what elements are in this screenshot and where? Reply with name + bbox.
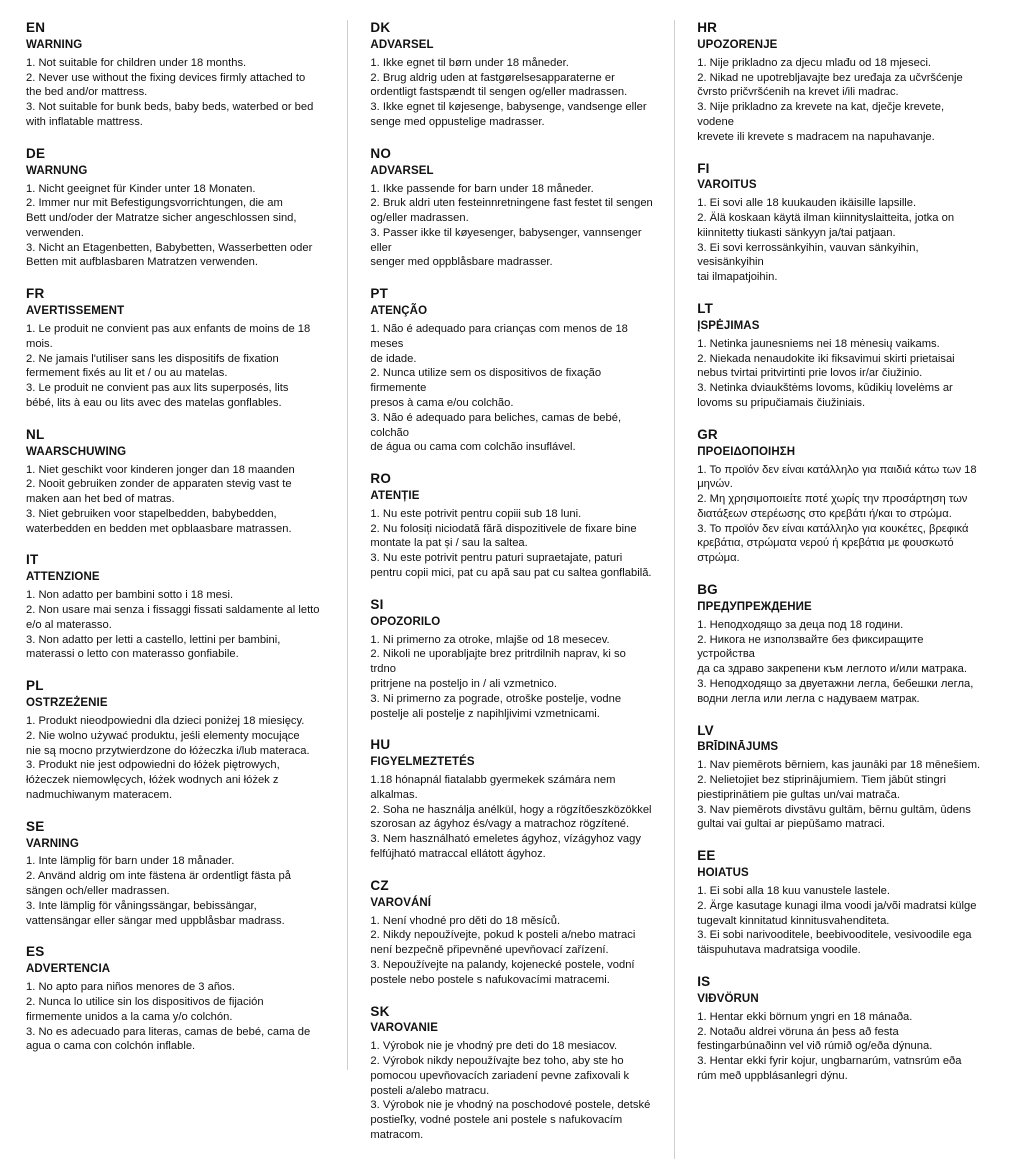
warning-text [697,56,982,145]
warning-heading: ATENÇÃO [370,305,428,318]
warning-line: verwenden. [26,226,84,239]
warning-line: 2. Ne jamais l'utiliser sans les dispositifs de fixation [26,352,279,365]
language-code: DK [370,20,391,35]
warning-line: maken aan het bed of matras. [26,493,175,506]
warning-text [370,773,654,862]
warning-block-ro [370,471,654,581]
language-code: DE [26,145,46,161]
warning-heading: AVERTISSEMENT [26,305,125,318]
language-column-1 [22,20,348,1070]
warning-block-pt [370,286,654,455]
warning-text [697,196,982,285]
warning-line: 2. Notaðu aldrei vöruna án þess að festa [697,1025,899,1038]
warning-line: 1. Produkt nieodpowiedni dla dzieci poniżej 18 miesięcy. [26,714,305,727]
language-code: BG [697,582,718,597]
language-code: SI [370,596,384,612]
warning-line: with inflatable mattress. [26,115,143,128]
warning-line: 3. Passer ikke til køyesenger, babysenger, vannsenger eller [370,226,642,254]
warning-line: 3. Le produit ne convient pas aux lits superposés, lits [26,382,289,395]
warning-line: 2. Nikad ne upotrebljavajte bez uređaja za učvršćenje [697,71,963,84]
language-code: HR [697,20,718,35]
warning-heading: ĮSPĖJIMAS [697,319,760,332]
warning-line: 2. Nelietojiet bez stiprinājumiem. Tiem jābūt stingri [697,774,946,787]
warning-line: 1. Nav piemērots bērniem, kas jaunāki par 18 mēnešiem. [697,759,981,772]
warning-block-hr [697,20,982,145]
warning-line: διατάξεων στερέωσης στο κρεβάτι ή/και το στρώμα. [697,507,952,520]
warning-text [370,182,654,271]
warning-heading: OSTRZEŻENIE [26,697,108,710]
warning-line: 3. Výrobok nie je vhodný na poschodové postele, detské [370,1099,651,1112]
warning-text [370,1039,654,1142]
warning-heading: UPOZORENJE [697,38,778,51]
warning-line: tugevalt kinnitatud kinnitusvahenditeta. [697,914,890,927]
warning-line: felfújható matraccal ellátott ágyhoz. [370,848,546,860]
warning-text [26,854,327,928]
warning-block-en [26,20,327,130]
warning-line: 1. Inte lämplig för barn under 18 månader. [26,855,235,868]
warning-line: täispuhutava madratsiga voodile. [697,944,861,957]
language-code: ES [26,944,45,960]
language-code: IS [697,973,711,989]
warning-block-no [370,146,654,271]
warning-line: senge med oppustelige madrasser. [370,115,545,128]
warning-line: 2. Nu folosiți niciodată fără dispozitivele de fixare bine [370,522,637,535]
warning-line: og/eller madrassen. [370,212,469,225]
warning-text [370,507,654,581]
warning-line: 1. Το προϊόν δεν είναι κατάλληλο για παιδιά κάτω των 18 [697,463,977,476]
warning-heading: ΠΡΟΕΙΔΟΠΟΙΗΣΗ [697,445,796,458]
warning-line: nadmuchiwanym materacem. [26,788,173,801]
warning-line: 3. Not suitable for bunk beds, baby beds, waterbed or bed [26,101,314,114]
warning-line: 2. Nunca utilize sem os dispositivos de fixação firmemente [370,367,602,395]
warning-line: 1. Le produit ne convient pas aux enfants de moins de 18 [26,323,311,336]
language-code: FR [26,286,45,302]
warning-line: 3. Ikke egnet til køjesenge, babysenge, vandsenge eller [370,101,647,114]
language-code: EN [26,20,46,35]
warning-heading: ПРЕДУПРЕЖДЕНИЕ [697,600,812,613]
warning-line: krevete ili krevete s madracem na napuhavanje. [697,130,935,143]
language-code: CZ [370,877,389,893]
warning-line: 3. Ei sobi narivooditele, beebivooditele, vesivoodile ega [697,929,972,942]
warning-line: čvrsto pričvršćenih na krevet i/ili madrac. [697,86,899,99]
warning-block-it [26,552,327,662]
warning-line: 1.18 hónapnál fiatalabb gyermekek számára nem [370,774,616,787]
warning-text [697,337,982,411]
language-code: NO [370,145,392,161]
warning-text [697,1010,982,1084]
warning-heading: ATENȚIE [370,489,420,502]
language-code: NL [26,426,45,442]
warning-line: nie są mocno przytwierdzone do łóżeczka i/lub materaca. [26,744,310,757]
warning-heading: ATTENZIONE [26,571,100,584]
warning-text [26,182,327,271]
warning-line: nebus tvirtai pritvirtinti prie lovos ir/ar čiužinio. [697,367,923,380]
warning-line: fermement fixés au lit et / ou au matelas. [26,367,228,380]
warning-heading: FIGYELMEZTETÉS [370,756,475,769]
warning-line: 1. Hentar ekki börnum yngri en 18 mánaða. [697,1010,913,1023]
warning-line: pomocou upevňovacích zariadení pevne zafixovali k [370,1069,630,1082]
warning-line: 1. Não é adequado para crianças com menos de 18 meses [370,323,628,350]
warning-line: 3. Hentar ekki fyrir kojur, ungbarnarúm, vatnsrúm eða [697,1055,962,1068]
warning-line: festingarbúnaðinn vel við rúmið og/eða dýnuna. [697,1040,933,1053]
warning-line: e/o al materasso. [26,618,112,631]
warning-block-de [26,146,327,271]
warning-heading: VAROVANIE [370,1022,438,1035]
warning-heading: BRĪDINĀJUMS [697,741,779,754]
warning-line: 1. Неподходящо за деца под 18 години. [697,618,904,631]
warning-text [26,714,327,803]
warning-line: 2. Non usare mai senza i fissaggi fissati saldamente al letto [26,604,320,617]
warning-line: Bett und/oder der Matratze sicher angeschlossen sind, [26,212,297,225]
language-code: HU [370,737,391,753]
warning-line: 3. No es adecuado para literas, camas de bebé, cama de [26,1025,311,1038]
warning-heading: ADVARSEL [370,164,434,177]
warning-line: водни легла или легла с надуваем матрак. [697,692,920,705]
warning-block-sk [370,1004,654,1143]
language-code: SE [26,818,45,834]
language-code: GR [697,426,718,442]
warning-line: the bed and/or mattress. [26,86,148,99]
warning-line: 2. Nie wolno używać produktu, jeśli elementy mocujące [26,729,300,742]
warning-line: 1. Nu este potrivit pentru copiii sub 18 luni. [370,507,582,520]
warning-block-lv [697,723,982,833]
warning-line: pentru copii mici, pat cu apă sau pat cu saltea gonflabilă. [370,567,652,579]
warning-text [26,322,327,411]
language-code: RO [370,471,392,487]
warning-heading: WAARSCHUWING [26,445,127,458]
warning-line: 3. Неподходящо за двуетажни легла, бебешки легла, [697,677,974,690]
warning-line: montate la pat și / sau la saltea. [370,537,528,550]
warning-text [697,758,982,832]
language-code: LV [697,722,714,738]
warning-text [370,322,654,455]
language-column-3 [675,20,1002,1100]
warning-line: postele nebo postele s nafukovacími matracemi. [370,973,610,986]
warning-line: 1. Není vhodné pro děti do 18 měsíců. [370,914,561,927]
warning-block-is [697,974,982,1084]
warning-line: matracom. [370,1129,424,1141]
warning-line: tai ilmapatjoihin. [697,271,778,284]
language-code: FI [697,160,710,176]
warning-line: 2. Никога не използвайте без фиксиращите устройства [697,633,924,661]
warning-heading: WARNING [26,38,83,51]
warning-line: 3. Nem használható emeletes ágyhoz, vízágyhoz vagy [370,833,641,846]
warning-line: 2. Nunca lo utilice sin los dispositivos de fijación [26,995,264,1008]
warning-line: postieľky, vodné postele ani postele s nafukovacím [370,1114,623,1127]
warning-line: gultai vai gultai ar piepūšamo matraci. [697,818,886,831]
warning-block-si [370,597,654,722]
warning-line: rúm með uppblásanlegri dýnu. [697,1069,848,1082]
warning-line: sängen och/eller madrassen. [26,885,170,898]
warning-line: 2. Använd aldrig om inte fästena är ordentligt fästa på [26,870,291,883]
warning-line: 3. Nicht an Etagenbetten, Babybetten, Wasserbetten oder [26,241,313,254]
warning-line: 2. Älä koskaan käytä ilman kiinnityslaitteita, jotka on [697,212,955,225]
warning-line: 1. Nicht geeignet für Kinder unter 18 Monaten. [26,182,256,195]
warning-line: de idade. [370,352,417,365]
warning-block-es [26,944,327,1054]
warning-line: 2. Nikoli ne uporabljajte brez pritrdilnih naprav, ki so trdno [370,648,626,676]
language-code: PL [26,678,44,694]
warning-line: de água ou cama com colchão insuflável. [370,441,576,454]
warning-line: 2. Nooit gebruiken zonder de apparaten stevig vast te [26,478,292,491]
warning-line: 3. Nije prikladno za krevete na kat, dječje krevete, vodene [697,101,945,128]
warning-line: 1. Niet geschikt voor kinderen jonger dan 18 maanden [26,463,295,476]
warning-line: piestiprinātiem pie gultas un/vai matrača. [697,788,900,801]
warning-line: mois. [26,337,53,350]
warning-heading: ADVERTENCIA [26,963,111,976]
warning-line: presos à cama e/ou colchão. [370,396,514,409]
warning-line: 1. Non adatto per bambini sotto i 18 mesi. [26,589,234,602]
warning-block-hu [370,737,654,862]
warning-line: firmemente unidos a la cama y/o colchón. [26,1010,233,1023]
warning-text [26,980,327,1054]
warning-line: 1. Ei sovi alle 18 kuukauden ikäisille lapsille. [697,197,917,210]
warning-line: 3. Não é adequado para beliches, camas de bebé, colchão [370,411,622,439]
warning-line: vattensängar eller sängar med uppblåsbar madrass. [26,914,285,927]
warning-line: 3. Ni primerno za pograde, otroške postelje, vodne [370,692,622,705]
warning-line: posteli a/alebo matracu. [370,1084,490,1097]
warning-line: bébé, lits à eau ou lits avec des matelas gonflables. [26,396,282,409]
warning-line: szorosan az ágyhoz és/vagy a matrachoz rögzítené. [370,818,630,831]
warning-line: 1. Ikke passende for barn under 18 måneder. [370,182,594,195]
warning-line: 2. Niekada nenaudokite iki fiksavimui skirti prietaisai [697,352,955,365]
warning-block-dk [370,20,654,130]
warning-line: 2. Brug aldrig uden at fastgørelsesapparaterne er [370,71,615,84]
warning-block-ee [697,848,982,958]
warning-line: 3. Netinka dviaukštėms lovoms, kūdikių lovelėms ar [697,382,953,395]
language-code: IT [26,552,39,568]
warning-heading: VAROVÁNÍ [370,896,432,909]
warning-line: agua o cama con colchón inflable. [26,1040,196,1053]
warning-block-bg [697,582,982,707]
warning-line: ordentligt fastspændt til sengen og/eller madrassen. [370,86,628,99]
warning-line: lovoms su pripučiamais čiužiniais. [697,396,866,409]
language-code: SK [370,1003,390,1019]
warning-line: 1. No apto para niños menores de 3 años. [26,981,235,994]
warning-line: 3. Produkt nie jest odpowiedni do łóżek piętrowych, [26,759,280,772]
warning-line: łóżeczek niemowlęcych, łóżek wodnych ani łóżek z [26,774,279,787]
warning-text [26,56,327,130]
warning-text [370,56,654,130]
warning-line: 3. Nu este potrivit pentru paturi supraetajate, paturi [370,552,623,565]
warning-line: 1. Ikke egnet til børn under 18 måneder. [370,56,569,69]
warning-heading: OPOZORILO [370,615,441,628]
warning-block-fi [697,161,982,286]
warning-heading: HOIATUS [697,867,749,880]
warning-text [697,618,982,707]
warning-block-fr [26,286,327,411]
warning-heading: WARNUNG [26,164,88,177]
language-code: LT [697,301,714,316]
warning-text [697,463,982,566]
warning-line: 2. Výrobok nikdy nepoužívajte bez toho, aby ste ho [370,1055,624,1068]
warning-line: 2. Μη χρησιμοποιείτε ποτέ χωρίς την προσάρτηση των [697,493,968,506]
language-column-2 [348,20,675,1159]
warning-text [370,914,654,988]
warning-block-nl [26,427,327,537]
warning-line: 3. Non adatto per letti a castello, lettini per bambini, [26,633,281,646]
warning-line: 3. Ei sovi kerrossänkyihin, vauvan sänkyihin, vesisänkyihin [697,241,919,269]
warning-line: není bezpečně připevněné upevňovací zařízení. [370,944,609,957]
warning-line: 1. Ni primerno za otroke, mlajše od 18 mesecev. [370,633,610,646]
warning-line: μηνών. [697,478,733,491]
warning-line: 2. Bruk aldri uten festeinnretningene fast festet til sengen [370,197,653,210]
warning-line: 3. Nepoužívejte na palandy, kojenecké postele, vodní [370,958,635,971]
warning-text [26,588,327,662]
warning-block-gr [697,427,982,566]
warning-line: 2. Nikdy nepoužívejte, pokud k posteli a/nebo matraci [370,929,636,942]
warning-line: materassi o letto con materasso gonfiabile. [26,648,239,661]
warning-line: κρεβάτια, στρώματα νερού ή κρεβάτια με φουσκωτό [697,537,954,550]
warning-line: 1. Výrobok nie je vhodný pre deti do 18 mesiacov. [370,1040,618,1053]
language-code: EE [697,848,716,864]
warning-line: Betten mit aufblasbaren Matratzen verwenden. [26,256,258,269]
warning-line: postelje ali postelje z napihljivimi vzmetnicami. [370,707,600,720]
warning-line: kiinnitetty tiukasti sänkyyn ja/tai patjaan. [697,226,896,239]
warning-line: 1. Not suitable for children under 18 months. [26,56,247,69]
warning-block-se [26,819,327,929]
warning-heading: VIÐVÖRUN [697,992,759,1005]
warning-line: 2. Never use without the fixing devices firmly attached to [26,71,306,84]
warning-line: 3. Nav piemērots divstāvu gultām, bērnu gultām, ūdens [697,803,971,816]
warning-line: alkalmas. [370,788,418,801]
warning-text [370,633,654,722]
warning-line: да са здраво закрепени към леглото и/или матрака. [697,663,967,676]
warning-line: 1. Nije prikladno za djecu mlađu od 18 mjeseci. [697,56,932,69]
warning-line: 2. Immer nur mit Befestigungsvorrichtungen, die am [26,197,283,210]
warning-line: 1. Ei sobi alla 18 kuu vanustele lastele. [697,885,891,898]
warning-line: 3. Niet gebruiken voor stapelbedden, babybedden, [26,507,277,520]
warning-block-cz [370,878,654,988]
columns-container [22,20,1002,1141]
warning-text [697,884,982,958]
warning-line: 1. Netinka jaunesniems nei 18 mėnesių vaikams. [697,337,940,350]
warning-line: 3. Το προϊόν δεν είναι κατάλληλο για κουκέτες, βρεφικά [697,522,969,535]
warning-heading: VARNING [26,837,79,850]
warning-line: στρώμα. [697,552,740,565]
warning-heading: VAROITUS [697,179,757,192]
warning-line: waterbedden en bedden met opblaasbare matrassen. [26,522,292,535]
warning-block-lt [697,301,982,411]
warning-line: pritrjene na posteljo in / ali vzmetnico. [370,677,557,690]
warning-block-pl [26,678,327,803]
warning-line: senger med oppblåsbare madrasser. [370,256,553,269]
language-code: PT [370,286,389,302]
warning-heading: ADVARSEL [370,38,434,51]
warning-text [26,463,327,537]
warning-line: 3. Inte lämplig för våningssängar, bebissängar, [26,899,257,912]
warning-line: 2. Ärge kasutage kunagi ilma voodi ja/või madratsi külge [697,899,977,912]
warning-line: 2. Soha ne használja anélkül, hogy a rögzítőeszközökkel [370,803,652,816]
